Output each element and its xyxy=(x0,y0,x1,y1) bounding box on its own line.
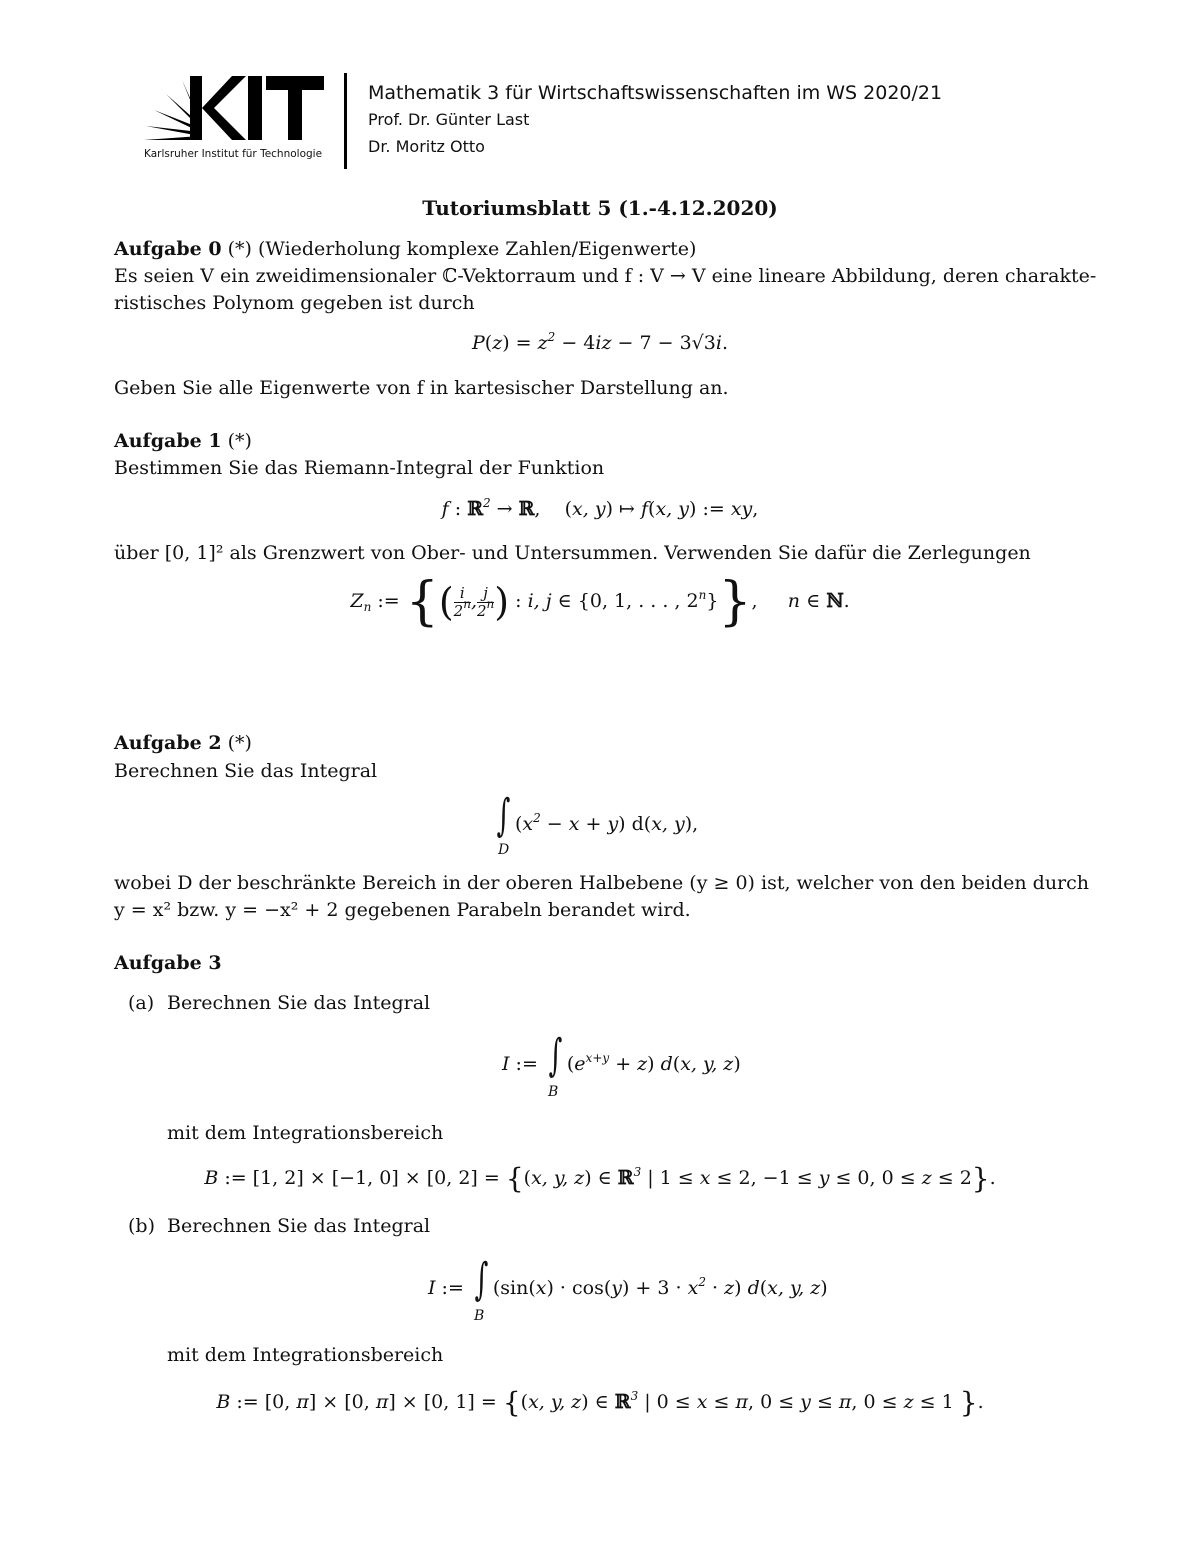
kit-logo-icon xyxy=(140,74,330,144)
a3b-text: Berechnen Sie das Integral xyxy=(167,1215,431,1237)
a0-heading: Aufgabe 0 xyxy=(114,238,222,260)
a0-line3: Geben Sie alle Eigenwerte von f in kartesischer Darstellung an. xyxy=(114,377,729,399)
a2-line2: wobei D der beschränkte Bereich in der oberen Halbebene (y ≥ 0) ist, welcher von den beiden durch xyxy=(114,872,1090,894)
a0-line1: Es seien V ein zweidimensionaler ℂ-Vektorraum und f : V → V eine lineare Abbildung, deren charakte- xyxy=(114,265,1097,287)
a2-integral: ∫ $(x^2 - x + y)$ d(x, y), D xyxy=(496,790,699,858)
a2-heading-line xyxy=(114,730,252,756)
a1-function: f : ℝ$^2$ → ℝ, (x, y) ↦ f(x, y) := xy, xyxy=(441,496,759,520)
a1-heading-line xyxy=(114,428,252,454)
a2-tag: (*) xyxy=(227,732,252,754)
a1-line2: über [0, 1]² als Grenzwert von Ober- und Untersummen. Verwenden Sie dafür die Zerlegungen xyxy=(114,542,1031,564)
a2-line3: y = x² bzw. y = −x² + 2 gegebenen Parabeln berandet wird. xyxy=(114,899,691,921)
a3a-range-text: mit dem Integrationsbereich xyxy=(167,1122,444,1144)
professor-name: Prof. Dr. Günter Last xyxy=(368,110,530,129)
a0-line2: ristisches Polynom gegeben ist durch xyxy=(114,292,475,314)
header-divider xyxy=(344,73,347,169)
a3b-integral: I := ∫ $(\sin(x) \cdot \cos(y) + 3 \cdot x^2 \cdot z)$ d(x, y, z) B xyxy=(428,1254,828,1324)
a3b-label: (b) xyxy=(128,1215,155,1237)
a1-tag: (*) xyxy=(227,430,252,452)
a0-tag: (*) (Wiederholung komplexe Zahlen/Eigenwerte) xyxy=(227,238,697,260)
a0-polynomial: $P(z) = z^2 - 4iz - 7 - 3√3i$. xyxy=(472,330,728,354)
a3a-domain: B := [1, 2] × [−1, 0] × [0, 2] = {(x, y, z) ∈ ℝ$^3$ | 1 ≤ x ≤ 2, −1 ≤ y ≤ 0, 0 ≤ z ≤ 2}. xyxy=(204,1162,996,1195)
a2-heading: Aufgabe 2 xyxy=(114,732,222,754)
a2-line1: Berechnen Sie das Integral xyxy=(114,760,378,782)
a1-heading: Aufgabe 1 xyxy=(114,430,222,452)
a3-heading: Aufgabe 3 xyxy=(114,952,222,974)
a3b-range-text: mit dem Integrationsbereich xyxy=(167,1344,444,1366)
a1-line1: Bestimmen Sie das Riemann-Integral der Funktion xyxy=(114,457,605,479)
a0-heading-line xyxy=(114,236,696,262)
sheet-title: Tutoriumsblatt 5 (1.-4.12.2020) xyxy=(422,196,778,220)
a3b-domain: B := [0, π] × [0, π] × [0, 1] = {(x, y, z) ∈ ℝ$^3$ | 0 ≤ x ≤ π, 0 ≤ y ≤ π, 0 ≤ z ≤ 1 }. xyxy=(216,1386,984,1419)
assistant-name: Dr. Moritz Otto xyxy=(368,137,485,156)
a1-partition: $Z_n$ := {( $\frac{i}{2^n}$ , $\frac{j}{2^n}$ ) : i, j ∈ {0, 1, . . . , 2$^n$}}, n ∈ ℕ. xyxy=(350,572,850,632)
logo-subtitle: Karlsruher Institut für Technologie xyxy=(144,148,323,160)
a3a-label: (a) xyxy=(128,992,155,1014)
a3a-integral: I := ∫ $(e^{x+y} + z)$ d(x, y, z) B xyxy=(502,1030,741,1100)
kit-logo xyxy=(140,74,330,164)
a3a-text: Berechnen Sie das Integral xyxy=(167,992,431,1014)
course-title: Mathematik 3 für Wirtschaftswissenschaften im WS 2020/21 xyxy=(368,82,943,104)
